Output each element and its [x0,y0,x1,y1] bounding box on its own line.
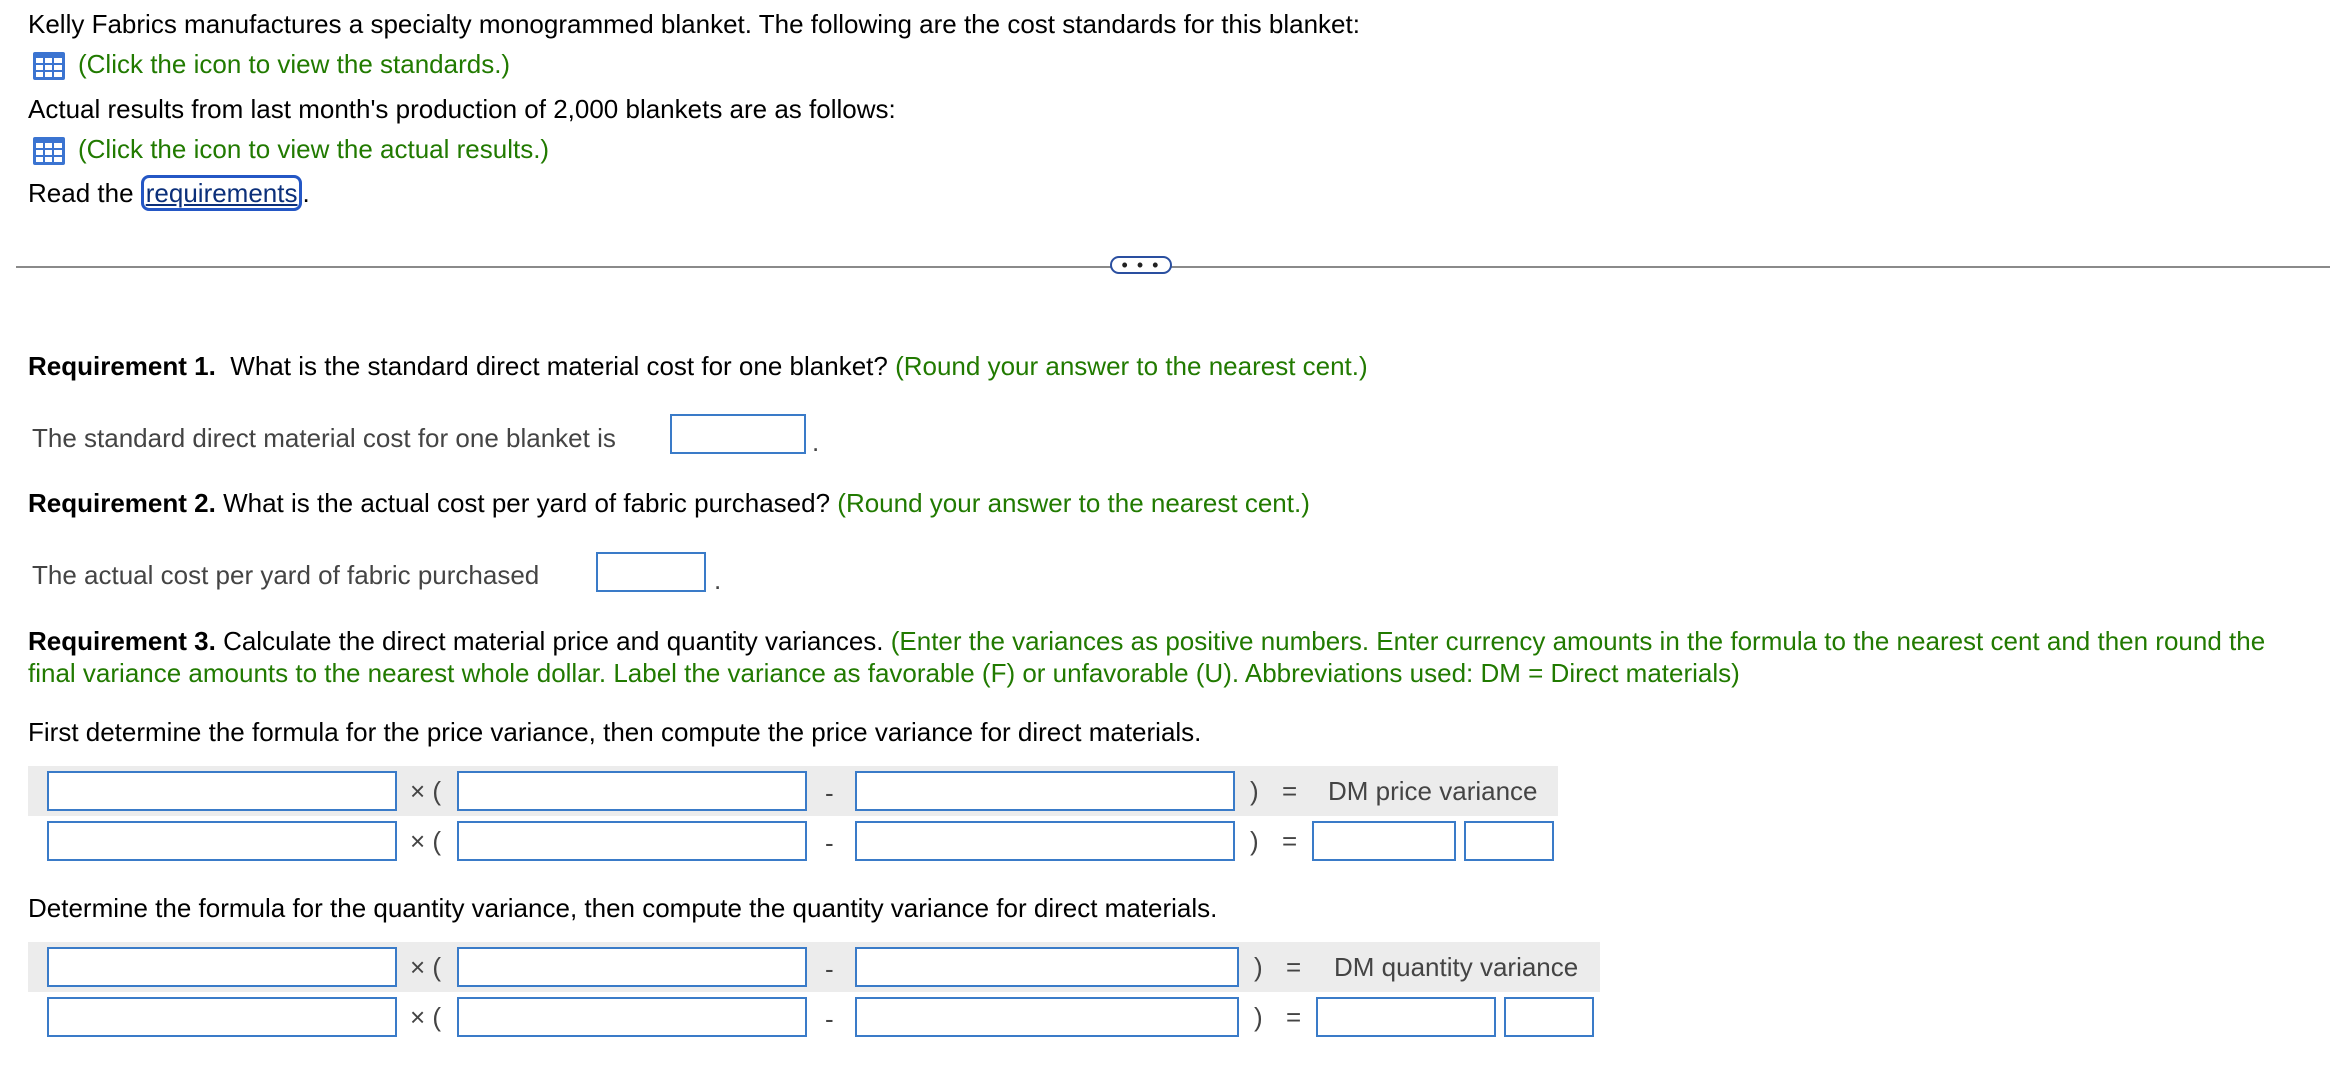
requirement-2-hint: (Round your answer to the nearest cent.) [837,488,1310,518]
quantity-formula-input-2[interactable] [457,947,807,987]
requirement-3-label: Requirement 3. [28,626,216,656]
price-value-input-1[interactable] [47,821,397,861]
requirements-link[interactable]: requirements [141,175,303,211]
read-requirements-line [28,177,310,209]
times-open-paren: × ( [410,776,442,806]
quantity-value-input-2[interactable] [457,997,807,1037]
requirement-3-heading-line-1 [28,625,2265,657]
section-divider [16,266,2330,268]
quantity-formula-input-3[interactable] [855,947,1239,987]
minus-sign: - [825,1004,834,1034]
dm-quantity-variance-label-input[interactable] [1504,997,1594,1037]
close-paren: ) [1254,1002,1263,1032]
requirement-2-label: Requirement 2. [28,488,216,518]
times-open-paren: × ( [410,1002,442,1032]
requirement-2-period: . [714,565,722,595]
standard-dm-cost-input[interactable] [670,414,806,454]
minus-sign: - [825,778,834,808]
requirement-1-heading [28,350,1368,382]
equals-sign: = [1286,1002,1302,1032]
dm-quantity-variance-amount-input[interactable] [1316,997,1496,1037]
intro-line-1: Kelly Fabrics manufactures a specialty monogrammed blanket. The following are the cost standards for this blanket: [28,9,1360,39]
read-suffix: . [302,178,310,208]
requirement-1-question: What is the standard direct material cost for one blanket? [230,351,888,381]
view-actual-results-link[interactable]: (Click the icon to view the actual results.) [78,134,550,164]
intro-line-2: Actual results from last month's production of 2,000 blankets are as follows: [28,94,896,124]
times-open-paren: × ( [410,952,442,982]
requirement-1-label: Requirement 1. [28,351,216,381]
quantity-value-input-1[interactable] [47,997,397,1037]
price-variance-intro: First determine the formula for the price variance, then compute the price variance for direct materials. [28,717,1202,747]
requirement-2-answer-label: The actual cost per yard of fabric purchased [32,560,540,590]
quantity-variance-intro: Determine the formula for the quantity variance, then compute the quantity variance for direct materials. [28,893,1218,923]
requirement-2-question: What is the actual cost per yard of fabric purchased? [223,488,831,518]
minus-sign: - [825,828,834,858]
read-prefix: Read the [28,178,141,208]
requirement-3-hint-line-2: final variance amounts to the nearest whole dollar. Label the variance as favorable (F) or unfavorable (U). Abbreviations used: DM = Direct materials) [28,658,1740,688]
actual-cost-per-yard-input[interactable] [596,552,706,592]
quantity-value-input-3[interactable] [855,997,1239,1037]
dm-price-variance-label-input[interactable] [1464,821,1554,861]
price-formula-input-3[interactable] [855,771,1235,811]
table-grid-icon[interactable] [32,136,66,166]
requirement-1-hint: (Round your answer to the nearest cent.) [895,351,1368,381]
equals-sign: = [1282,826,1298,856]
equals-sign: = [1286,952,1302,982]
view-standards-link[interactable]: (Click the icon to view the standards.) [78,49,511,79]
dm-price-variance-amount-input[interactable] [1312,821,1456,861]
times-open-paren: × ( [410,826,442,856]
requirement-3-question: Calculate the direct material price and quantity variances. [223,626,884,656]
close-paren: ) [1250,776,1259,806]
more-button[interactable]: • • • [1110,256,1172,274]
dm-quantity-variance-label: DM quantity variance [1334,952,1579,982]
price-value-input-2[interactable] [457,821,807,861]
close-paren: ) [1254,952,1263,982]
equals-sign: = [1282,776,1298,806]
requirement-1-answer-label: The standard direct material cost for one blanket is [32,423,616,453]
requirement-1-period: . [812,427,820,457]
dm-price-variance-label: DM price variance [1328,776,1538,806]
close-paren: ) [1250,826,1259,856]
requirement-2-heading [28,487,1310,519]
minus-sign: - [825,954,834,984]
quantity-formula-input-1[interactable] [47,947,397,987]
requirement-3-hint-line-1: (Enter the variances as positive numbers. Enter currency amounts in the formula to the nearest cent and then round the [890,626,2266,656]
price-formula-input-1[interactable] [47,771,397,811]
price-value-input-3[interactable] [855,821,1235,861]
table-grid-icon[interactable] [32,51,66,81]
price-formula-input-2[interactable] [457,771,807,811]
